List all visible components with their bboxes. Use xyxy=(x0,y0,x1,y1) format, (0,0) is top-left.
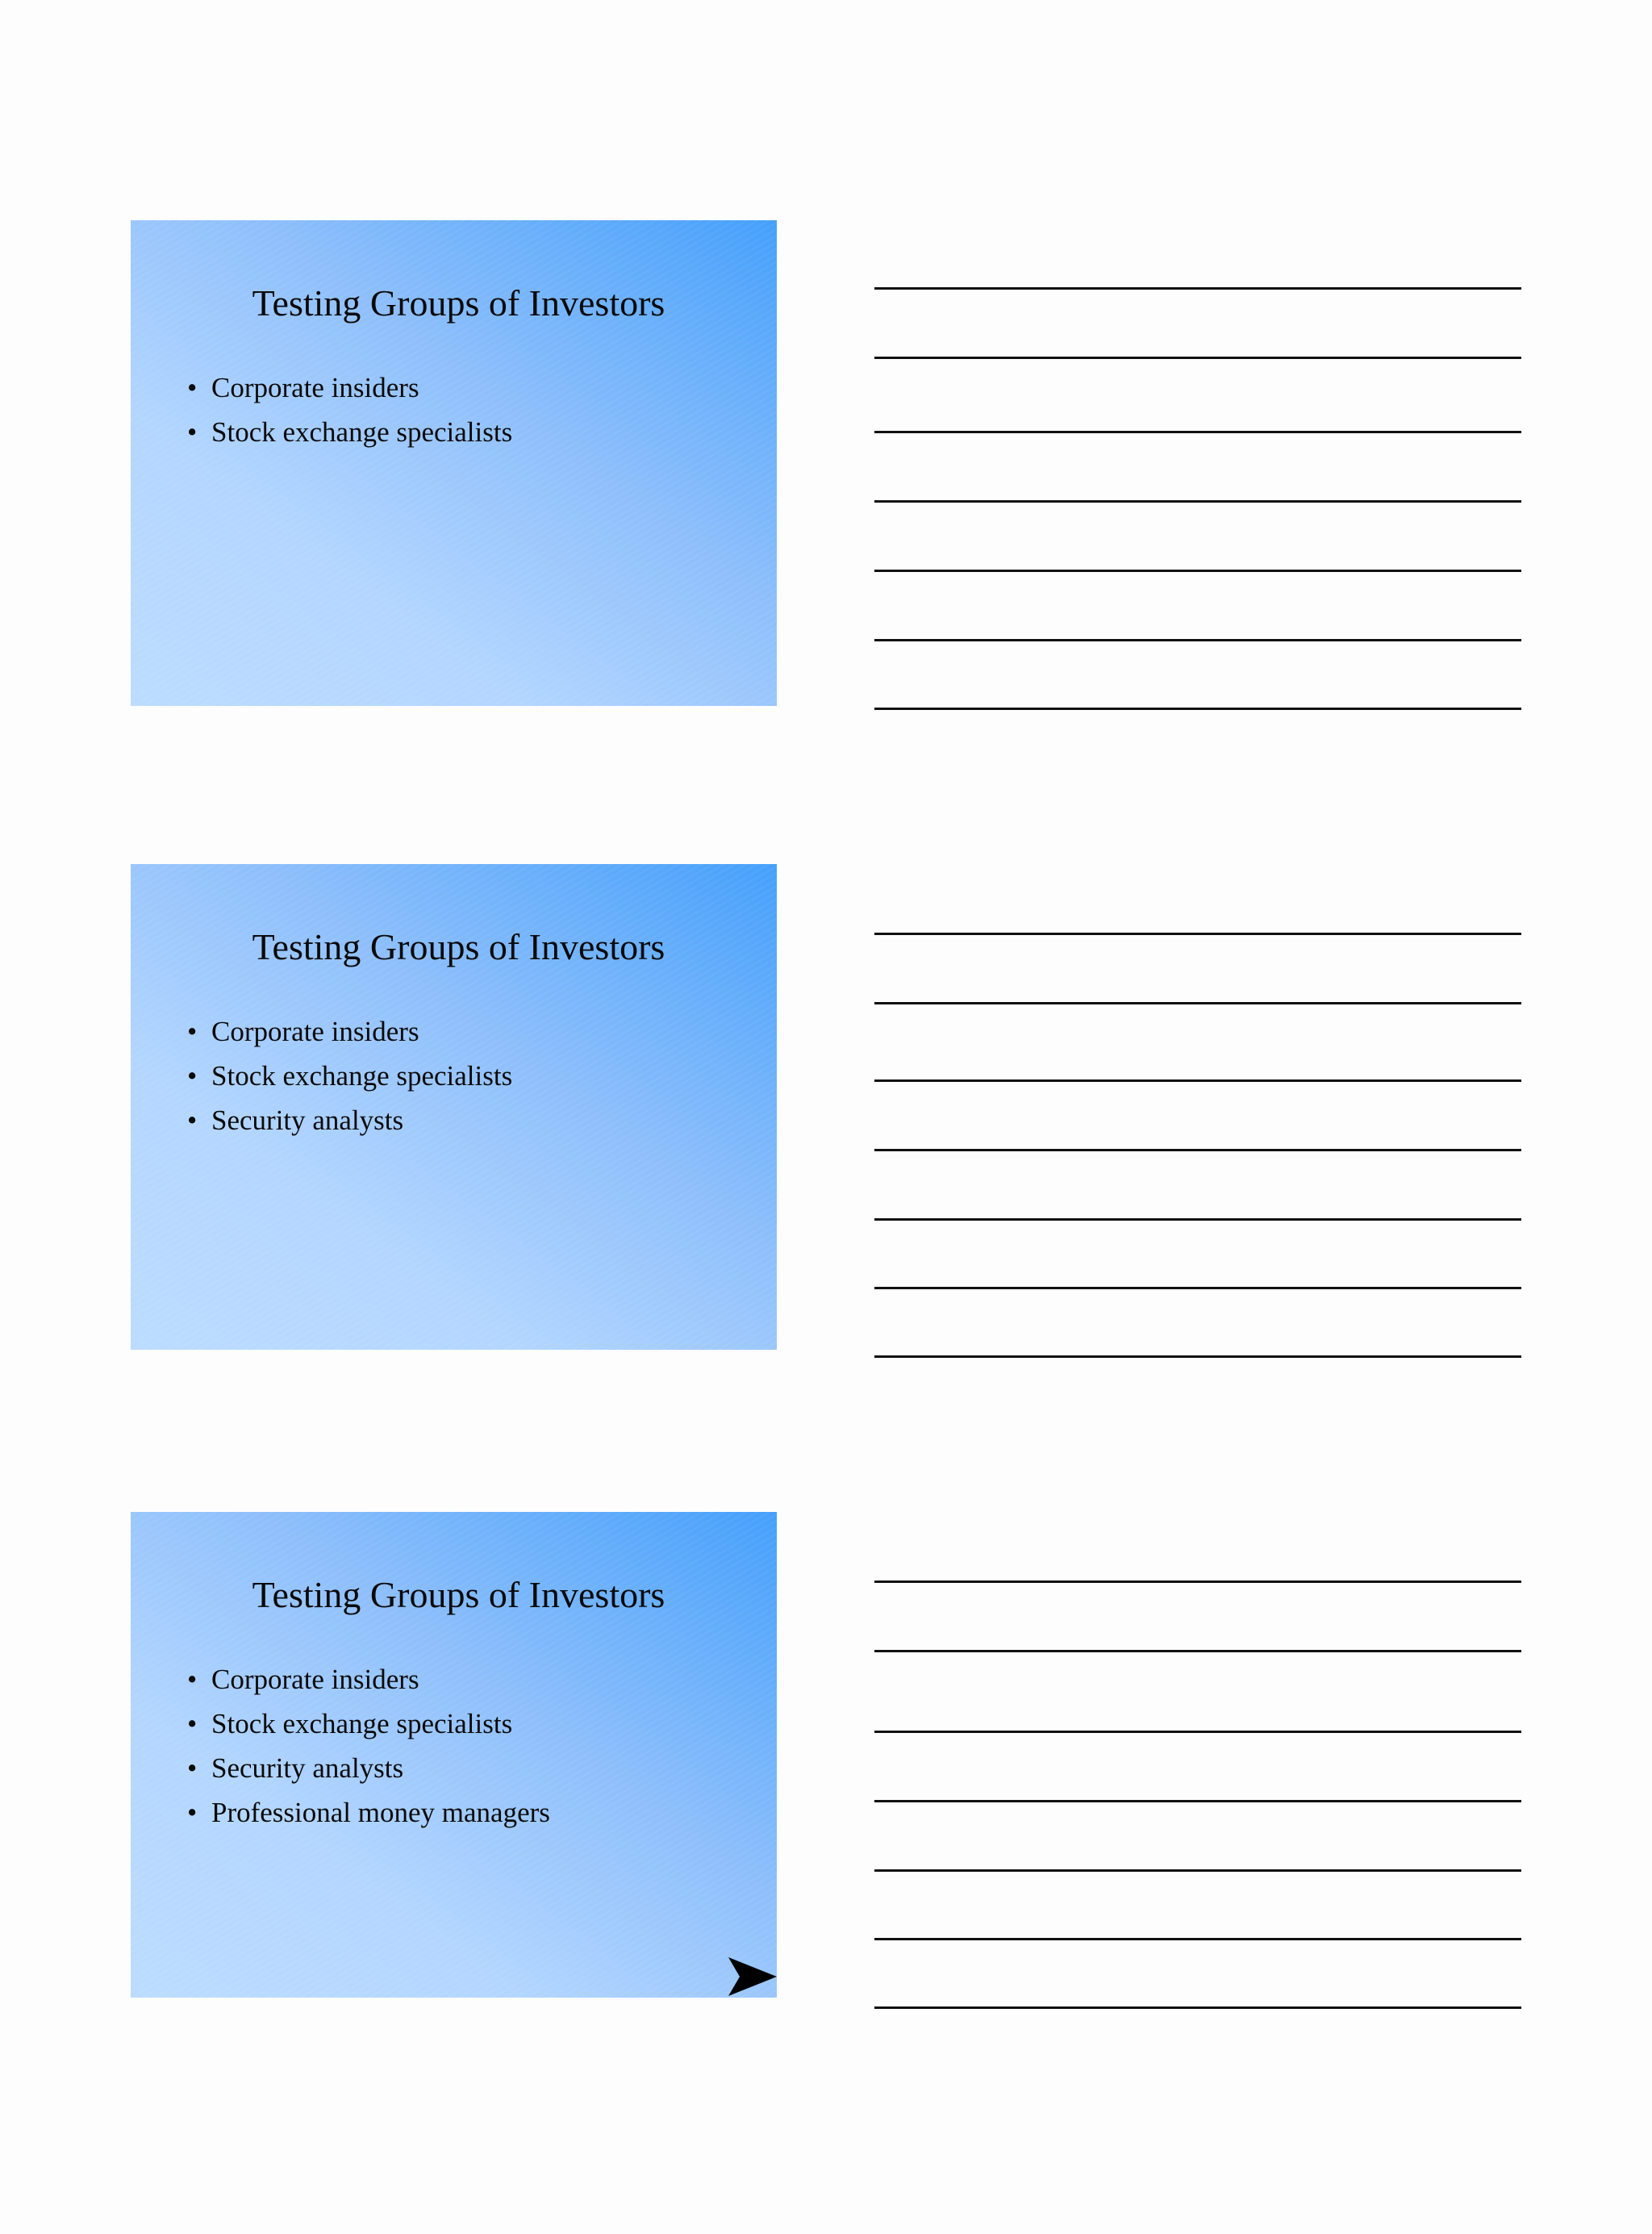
note-line xyxy=(874,287,1521,290)
bullet-list xyxy=(187,365,512,454)
bullet-list xyxy=(187,1009,512,1142)
note-line xyxy=(874,1800,1521,1802)
note-line xyxy=(874,431,1521,433)
bullet-item: • Corporate insiders xyxy=(187,1009,512,1054)
note-line xyxy=(874,1149,1521,1151)
slide-title: Testing Groups of Investors xyxy=(252,926,665,967)
note-line xyxy=(874,1869,1521,1872)
note-line xyxy=(874,1002,1521,1004)
next-arrow-icon[interactable] xyxy=(727,1956,777,1998)
bullet-item: • Security analysts xyxy=(187,1746,550,1790)
note-line xyxy=(874,357,1521,359)
note-line xyxy=(874,1938,1521,1940)
slide-title: Testing Groups of Investors xyxy=(252,282,665,324)
slide-1 xyxy=(131,220,777,706)
bullet-item: • Corporate insiders xyxy=(187,1657,550,1702)
bullet-list xyxy=(187,1657,550,1835)
note-line xyxy=(874,933,1521,935)
bullet-item: • Corporate insiders xyxy=(187,365,512,410)
note-line xyxy=(874,1355,1521,1358)
bullet-item: • Stock exchange specialists xyxy=(187,1054,512,1098)
note-line xyxy=(874,1731,1521,1733)
bullet-item: • Stock exchange specialists xyxy=(187,410,512,454)
bullet-item: • Security analysts xyxy=(187,1098,512,1142)
note-line xyxy=(874,1218,1521,1221)
note-line xyxy=(874,2006,1521,2009)
note-line xyxy=(874,1650,1521,1652)
slide-3 xyxy=(131,1512,777,1998)
bullet-item: • Stock exchange specialists xyxy=(187,1702,550,1746)
note-line xyxy=(874,1287,1521,1289)
slide-title: Testing Groups of Investors xyxy=(252,1574,665,1615)
note-line xyxy=(874,500,1521,503)
note-line xyxy=(874,1581,1521,1583)
note-line xyxy=(874,570,1521,572)
slide-2 xyxy=(131,864,777,1350)
note-line xyxy=(874,708,1521,710)
note-line xyxy=(874,639,1521,641)
bullet-item: • Professional money managers xyxy=(187,1790,550,1835)
note-line xyxy=(874,1079,1521,1082)
